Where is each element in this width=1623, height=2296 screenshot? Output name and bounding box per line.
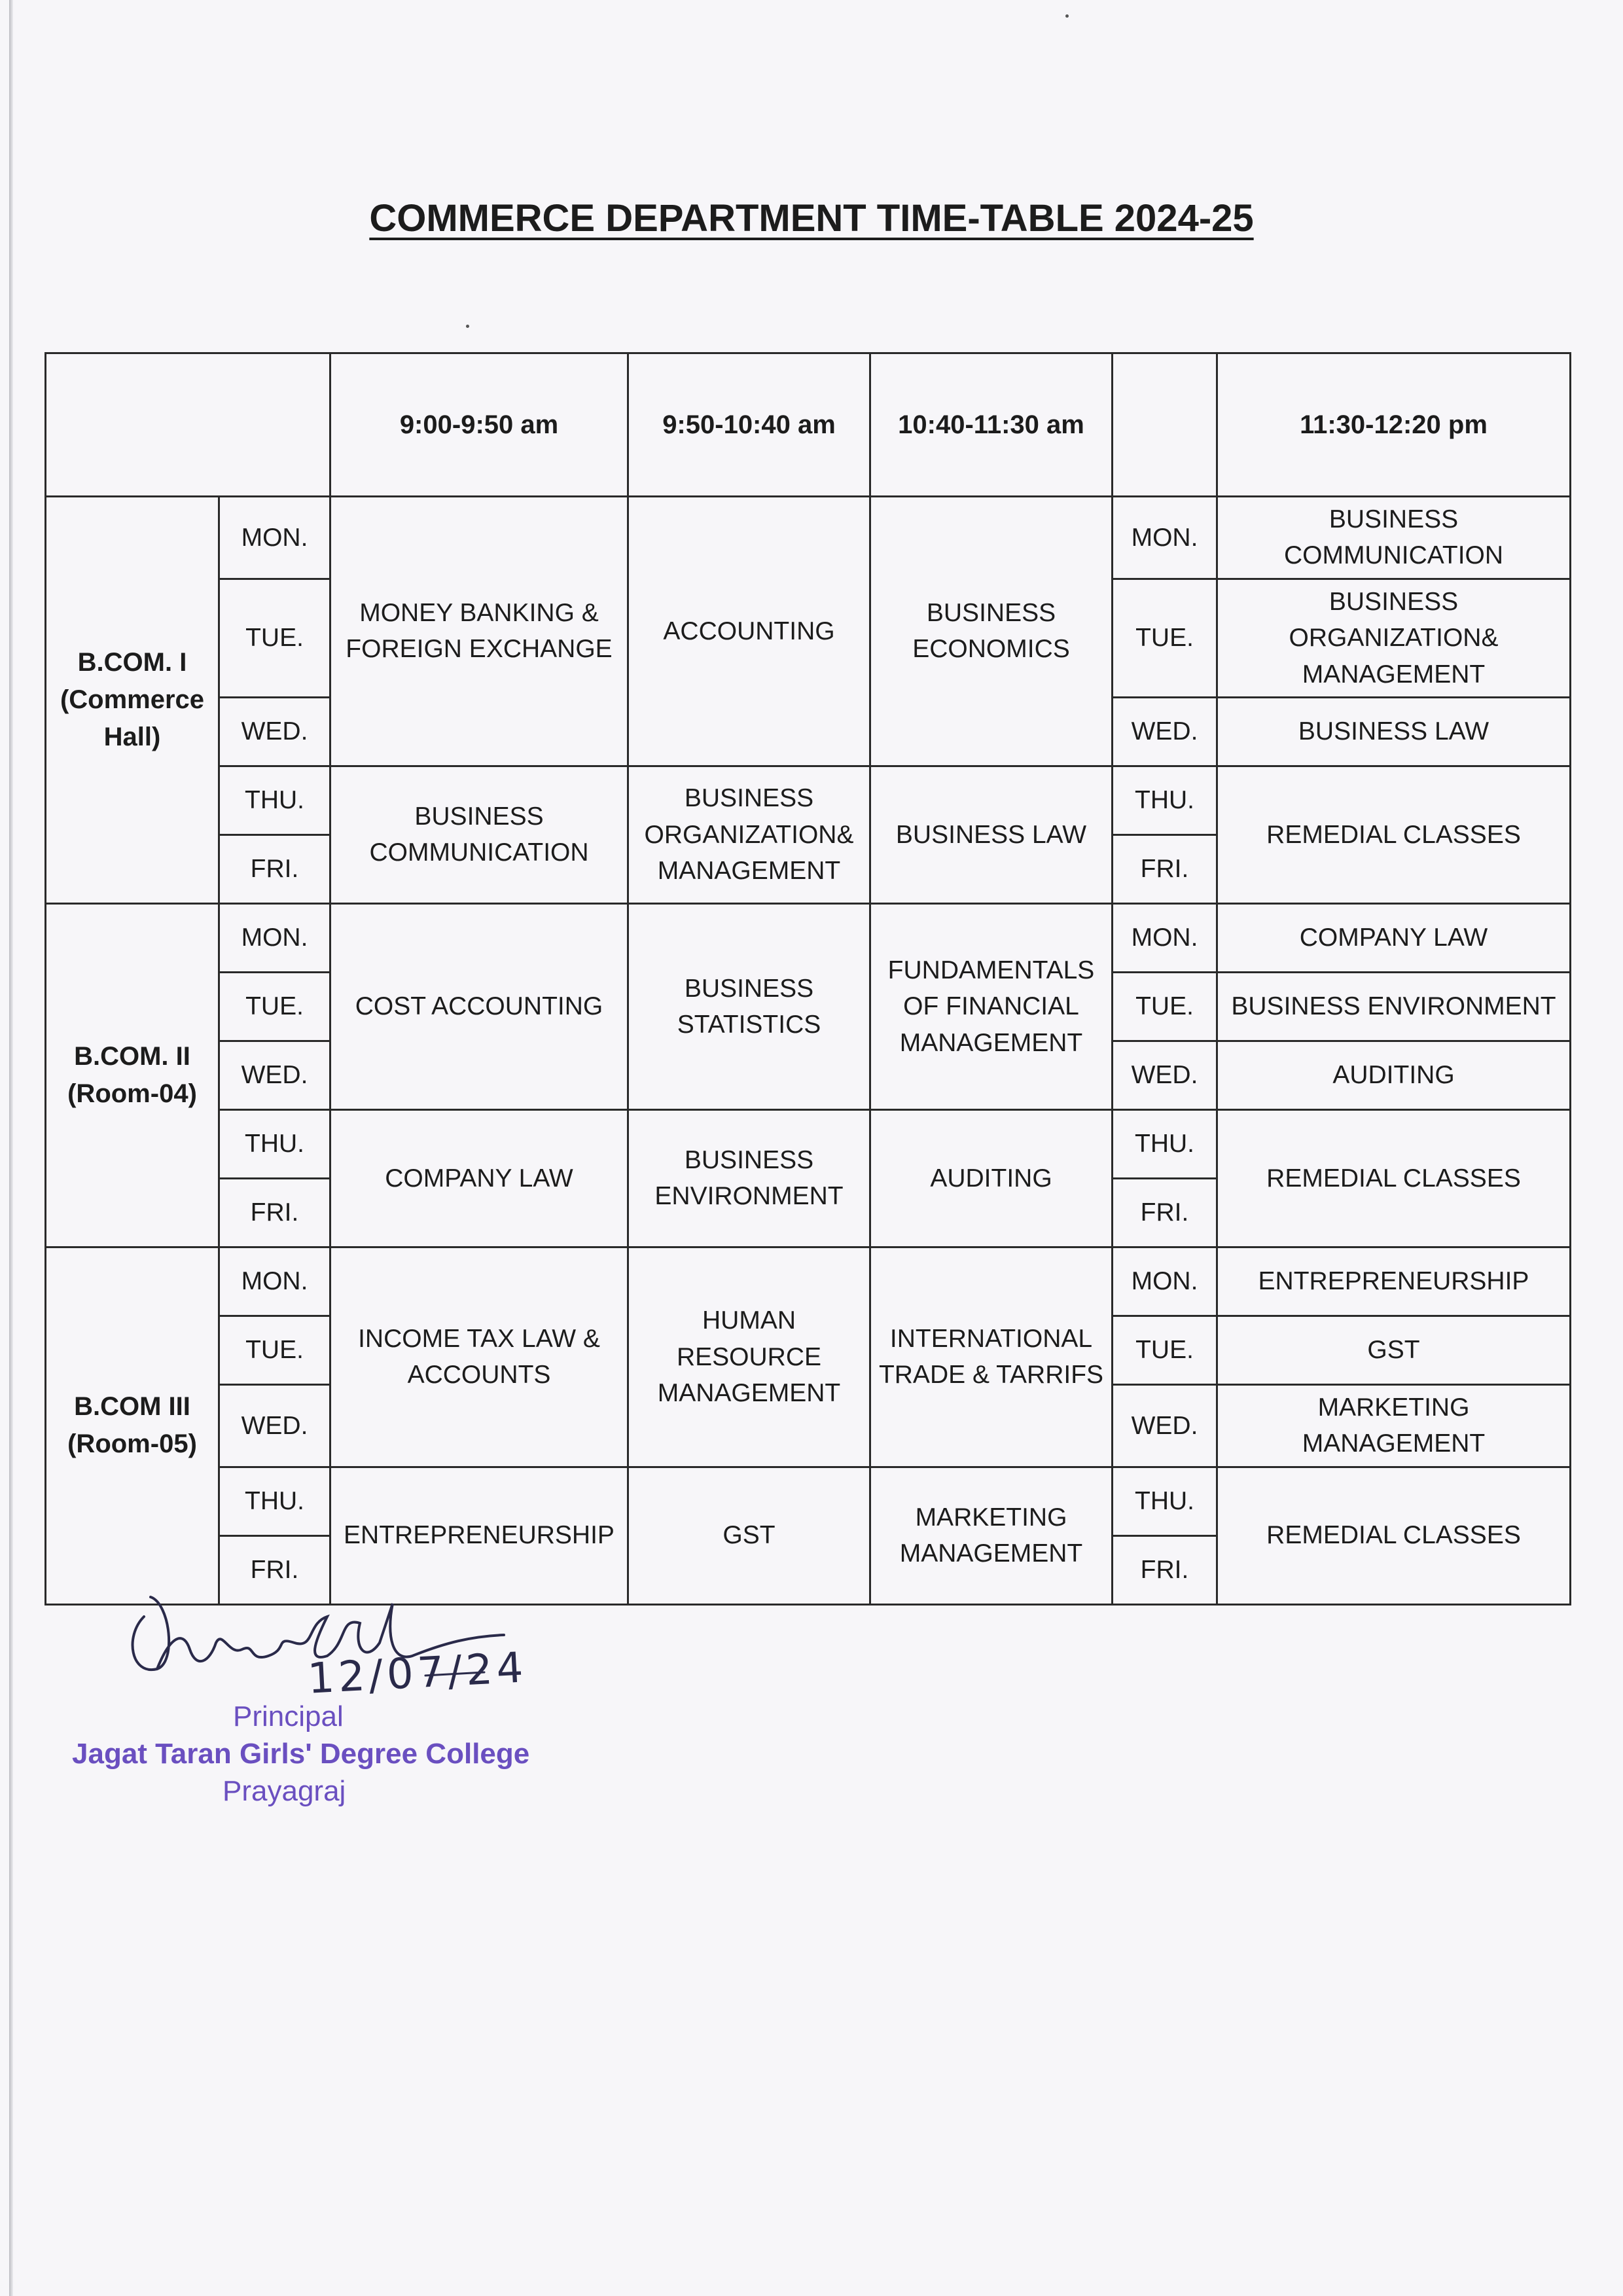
day-cell: FRI.	[219, 834, 330, 903]
class-name-bcom-1: B.COM. I (Commerce Hall)	[46, 497, 219, 904]
subject-cell: HUMAN RESOURCE MANAGEMENT	[628, 1247, 870, 1467]
subject-cell: GST	[1217, 1316, 1571, 1384]
subject-cell: BUSINESS LAW	[1217, 697, 1571, 766]
subject-cell: BUSINESS ORGANIZATION& MANAGEMENT	[628, 766, 870, 903]
day-cell: WED.	[219, 1041, 330, 1109]
day-cell: MON.	[219, 497, 330, 579]
day-cell: THU.	[219, 766, 330, 834]
header-slot-4: 11:30-12:20 pm	[1217, 353, 1571, 497]
day-cell: WED.	[219, 697, 330, 766]
subject-cell: AUDITING	[870, 1109, 1113, 1247]
day-cell: FRI.	[219, 1178, 330, 1247]
subject-cell: INCOME TAX LAW & ACCOUNTS	[330, 1247, 628, 1467]
day-cell: WED.	[1113, 697, 1217, 766]
header-slot-3: 10:40-11:30 am	[870, 353, 1113, 497]
class-name-bcom-3: B.COM III (Room-05)	[46, 1247, 219, 1604]
stamp-role: Principal	[233, 1700, 344, 1732]
day-cell: TUE.	[219, 972, 330, 1041]
scan-edge	[9, 0, 13, 2296]
table-row	[46, 497, 1571, 579]
day-cell: FRI.	[1113, 1178, 1217, 1247]
subject-cell: BUSINESS COMMUNICATION	[330, 766, 628, 903]
table-row	[46, 766, 1571, 834]
table-row	[46, 1467, 1571, 1535]
subject-cell: MONEY BANKING & FOREIGN EXCHANGE	[330, 497, 628, 766]
signature-date: 12/07/24	[306, 1643, 529, 1704]
day-cell: MON.	[219, 903, 330, 972]
day-cell: MON.	[1113, 903, 1217, 972]
day-cell: THU.	[219, 1467, 330, 1535]
subject-cell: BUSINESS LAW	[870, 766, 1113, 903]
subject-cell: BUSINESS ORGANIZATION& MANAGEMENT	[1217, 579, 1571, 697]
subject-cell: ENTREPRENEURSHIP	[330, 1467, 628, 1604]
subject-cell: ENTREPRENEURSHIP	[1217, 1247, 1571, 1316]
timetable	[45, 352, 1571, 1605]
remedial-cell: REMEDIAL CLASSES	[1217, 766, 1571, 903]
stamp-college: Jagat Taran Girls' Degree College	[72, 1738, 530, 1770]
day-cell: THU.	[219, 1109, 330, 1178]
subject-cell: COST ACCOUNTING	[330, 903, 628, 1109]
day-cell: MON.	[219, 1247, 330, 1316]
day-cell: WED.	[1113, 1384, 1217, 1467]
day-cell: WED.	[1113, 1041, 1217, 1109]
subject-cell: MARKETING MANAGEMENT	[870, 1467, 1113, 1604]
day-cell: WED.	[219, 1384, 330, 1467]
day-cell: THU.	[1113, 1467, 1217, 1535]
subject-cell: BUSINESS STATISTICS	[628, 903, 870, 1109]
day-cell: FRI.	[219, 1535, 330, 1604]
day-cell: TUE.	[1113, 972, 1217, 1041]
day-cell: FRI.	[1113, 834, 1217, 903]
header-blank-day-cell	[1113, 353, 1217, 497]
day-cell: TUE.	[1113, 1316, 1217, 1384]
scan-speck	[1065, 14, 1069, 18]
day-cell: THU.	[1113, 766, 1217, 834]
page-title: COMMERCE DEPARTMENT TIME-TABLE 2024-25	[369, 197, 1254, 240]
day-cell: FRI.	[1113, 1535, 1217, 1604]
day-cell: MON.	[1113, 1247, 1217, 1316]
subject-cell: FUNDAMENTALS OF FINANCIAL MANAGEMENT	[870, 903, 1113, 1109]
remedial-cell: REMEDIAL CLASSES	[1217, 1109, 1571, 1247]
class-name-bcom-2: B.COM. II (Room-04)	[46, 903, 219, 1247]
subject-cell: COMPANY LAW	[1217, 903, 1571, 972]
subject-cell: BUSINESS ENVIRONMENT	[1217, 972, 1571, 1041]
subject-cell: BUSINESS COMMUNICATION	[1217, 497, 1571, 579]
table-row	[46, 1247, 1571, 1316]
day-cell: TUE.	[1113, 579, 1217, 697]
subject-cell: BUSINESS ENVIRONMENT	[628, 1109, 870, 1247]
subject-cell: INTERNATIONAL TRADE & TARRIFS	[870, 1247, 1113, 1467]
header-blank-cell	[46, 353, 330, 497]
subject-cell: GST	[628, 1467, 870, 1604]
subject-cell: BUSINESS ECONOMICS	[870, 497, 1113, 766]
day-cell: MON.	[1113, 497, 1217, 579]
subject-cell: ACCOUNTING	[628, 497, 870, 766]
day-cell: TUE.	[219, 1316, 330, 1384]
scan-speck	[466, 325, 469, 328]
table-row	[46, 1109, 1571, 1178]
day-cell: TUE.	[219, 579, 330, 697]
day-cell: THU.	[1113, 1109, 1217, 1178]
header-slot-1: 9:00-9:50 am	[330, 353, 628, 497]
subject-cell: COMPANY LAW	[330, 1109, 628, 1247]
table-row	[46, 903, 1571, 972]
stamp-city: Prayagraj	[223, 1775, 346, 1807]
header-row	[46, 353, 1571, 497]
remedial-cell: REMEDIAL CLASSES	[1217, 1467, 1571, 1604]
subject-cell: AUDITING	[1217, 1041, 1571, 1109]
header-slot-2: 9:50-10:40 am	[628, 353, 870, 497]
subject-cell: MARKETING MANAGEMENT	[1217, 1384, 1571, 1467]
